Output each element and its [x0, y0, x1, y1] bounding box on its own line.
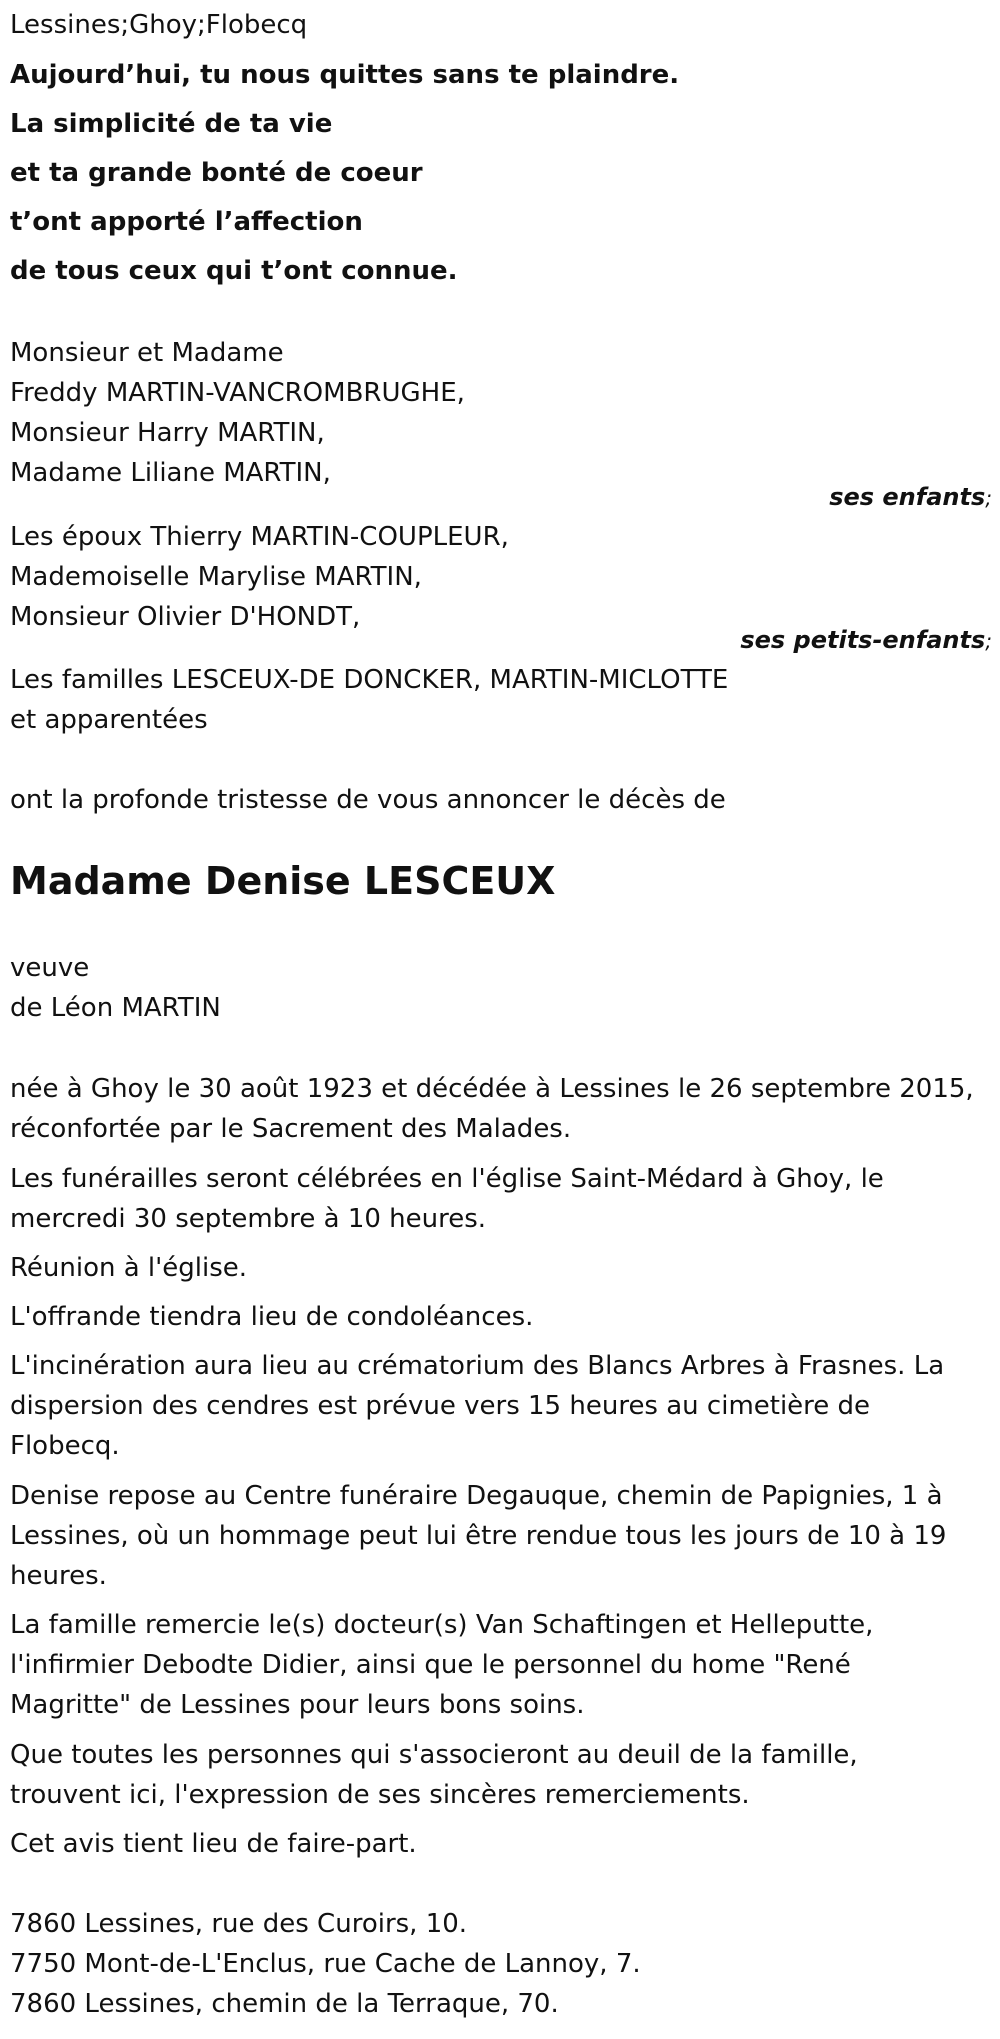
family-line: Monsieur et Madame — [10, 338, 284, 368]
family-line: Freddy MARTIN-VANCROMBRUGHE, — [10, 378, 465, 408]
children-label — [829, 479, 992, 516]
family-line: Les époux Thierry MARTIN-COUPLEUR, — [10, 522, 509, 552]
deceased-name: Madame Denise LESCEUX — [10, 859, 556, 903]
location-line: Lessines;Ghoy;Flobecq — [10, 10, 308, 40]
address-line: 7860 Lessines, rue des Curoirs, 10. — [10, 1909, 468, 1939]
poem-line: t’ont apporté l’affection — [10, 207, 363, 237]
body-line: Cet avis tient lieu de faire-part. — [10, 1829, 417, 1859]
body-line: Flobecq. — [10, 1431, 120, 1461]
announcement-line: ont la profonde tristesse de vous annoncer le décès de — [10, 785, 726, 815]
children-label-suffix: ; — [985, 486, 992, 510]
body-line: trouvent ici, l'expression de ses sincères remerciements. — [10, 1780, 750, 1810]
body-line: L'offrande tiendra lieu de condoléances. — [10, 1302, 534, 1332]
poem-line: La simplicité de ta vie — [10, 109, 333, 139]
body-line: Réunion à l'église. — [10, 1253, 248, 1283]
poem-line: Aujourd’hui, tu nous quittes sans te plaindre. — [10, 60, 680, 90]
body-line: dispersion des cendres est prévue vers 15 heures au cimetière de — [10, 1391, 871, 1421]
family-line: Mademoiselle Marylise MARTIN, — [10, 562, 422, 592]
grandchildren-label — [740, 622, 992, 659]
body-line: Denise repose au Centre funéraire Degauque, chemin de Papignies, 1 à — [10, 1481, 943, 1511]
body-line: Que toutes les personnes qui s'associeront au deuil de la famille, — [10, 1740, 858, 1770]
family-line: et apparentées — [10, 705, 208, 735]
body-line: née à Ghoy le 30 août 1923 et décédée à Lessines le 26 septembre 2015, — [10, 1074, 974, 1104]
body-line: mercredi 30 septembre à 10 heures. — [10, 1204, 487, 1234]
body-line: heures. — [10, 1561, 107, 1591]
address-line: 7860 Lessines, chemin de la Terraque, 70. — [10, 1989, 559, 2019]
family-line: Monsieur Harry MARTIN, — [10, 418, 325, 448]
address-line: 7750 Mont-de-L'Enclus, rue Cache de Lannoy, 7. — [10, 1949, 641, 1979]
widow-line: de Léon MARTIN — [10, 993, 221, 1023]
body-line: La famille remercie le(s) docteur(s) Van Schaftingen et Helleputte, — [10, 1610, 874, 1640]
poem-line: de tous ceux qui t’ont connue. — [10, 256, 458, 286]
grandchildren-label-suffix: ; — [985, 629, 992, 653]
family-line: Monsieur Olivier D'HONDT, — [10, 602, 361, 632]
family-line: Madame Liliane MARTIN, — [10, 458, 331, 488]
body-line: L'incinération aura lieu au crématorium des Blancs Arbres à Frasnes. La — [10, 1351, 945, 1381]
body-line: réconfortée par le Sacrement des Malades. — [10, 1114, 572, 1144]
widow-line: veuve — [10, 953, 90, 983]
body-line: Les funérailles seront célébrées en l'église Saint-Médard à Ghoy, le — [10, 1164, 884, 1194]
grandchildren-label-text: ses petits-enfants — [740, 626, 986, 654]
body-line: l'infirmier Debodte Didier, ainsi que le personnel du home "René — [10, 1650, 851, 1680]
body-line: Lessines, où un hommage peut lui être rendue tous les jours de 10 à 19 — [10, 1521, 947, 1551]
children-label-text: ses enfants — [829, 483, 986, 511]
body-line: Magritte" de Lessines pour leurs bons soins. — [10, 1690, 585, 1720]
family-line: Les familles LESCEUX-DE DONCKER, MARTIN-MICLOTTE — [10, 665, 729, 695]
poem-line: et ta grande bonté de coeur — [10, 158, 423, 188]
